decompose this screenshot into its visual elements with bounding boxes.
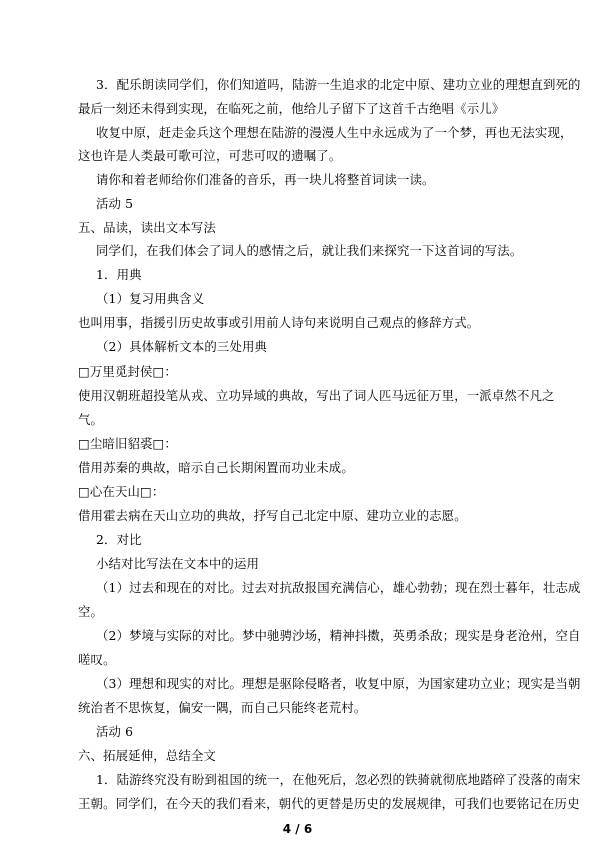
activity-heading: 活动 5 [96, 196, 134, 211]
text-line: 也叫用事，指援引历史故事或引用前人诗句来说明自己观点的修辞方式。 [78, 315, 480, 330]
text-line: （1）复习用典含义 [96, 291, 205, 306]
text-line: 1．陆游终究没有盼到祖国的统一，在他死后，忽必烈的铁骑就彻底地踏碎了没落的南宋 [96, 772, 581, 787]
text-line: 借用苏秦的典故，暗示自己长期闲置而功业未成。 [78, 460, 354, 475]
subsection-heading: 1．用典 [96, 267, 142, 282]
text-line: 这也许是人类最可歌可泣，可悲可叹的遗嘱了。 [78, 148, 342, 163]
quote-label: □心在天山□： [78, 484, 165, 499]
page-number: 4 / 6 [282, 822, 313, 836]
quote-label: □万里觅封侯□： [78, 364, 177, 379]
text-line: 使用汉朝班超投笔从戎、立功异域的典故，写出了词人匹马远征万里，一派卓然不凡之 [78, 388, 555, 403]
text-line: （3）理想和现实的对比。理想是驱除侵略者，收复中原，为国家建功立业；现实是当朝 [96, 676, 581, 691]
section-heading: 五、品读，读出文本写法 [78, 220, 216, 235]
quote-label: □尘暗旧貂裘□： [78, 436, 177, 451]
text-line: 统治者不思恢复，偏安一隅，而自己只能终老荒村。 [78, 700, 367, 715]
section-heading: 六、拓展延伸，总结全文 [78, 748, 216, 763]
text-line: （2）梦境与实际的对比。梦中驰骋沙场，精神抖擞，英勇杀敌；现实是身老沧州，空自 [96, 628, 581, 643]
text-line: 请你和着老师给你们准备的音乐，再一块儿将整首词读一读。 [96, 172, 435, 187]
text-line: 王朝。同学们，在今天的我们看来，朝代的更替是历史的发展规律，可我们也要铭记在历史 [78, 796, 580, 811]
text-line: 空。 [78, 604, 104, 619]
text-line: 嗟叹。 [78, 652, 116, 667]
text-line: 气。 [78, 412, 104, 427]
activity-heading: 活动 6 [96, 724, 134, 739]
text-line: 最后一刻还未得到实现，在临死之前，他给儿子留下了这首千古绝唱《示儿》 [78, 101, 505, 116]
text-line: （2）具体解析文本的三处用典 [96, 339, 268, 354]
text-line: 小结对比写法在文本中的运用 [96, 556, 260, 571]
text-line: （1）过去和现在的对比。过去对抗敌报国充满信心，雄心勃勃；现在烈士暮年，壮志成 [96, 580, 581, 595]
subsection-heading: 2．对比 [96, 532, 142, 547]
text-line: 借用霍去病在天山立功的典故，抒写自己北定中原、建功立业的志愿。 [78, 508, 467, 523]
text-line: 同学们，在我们体会了词人的感情之后，就让我们来探究一下这首词的写法。 [96, 243, 523, 258]
text-line: 收复中原，赶走金兵这个理想在陆游的漫漫人生中永远成为了一个梦，再也无法实现， [96, 125, 573, 140]
text-line: 3．配乐朗读同学们，你们知道吗，陆游一生追求的北定中原、建功立业的理想直到死的 [96, 77, 581, 92]
